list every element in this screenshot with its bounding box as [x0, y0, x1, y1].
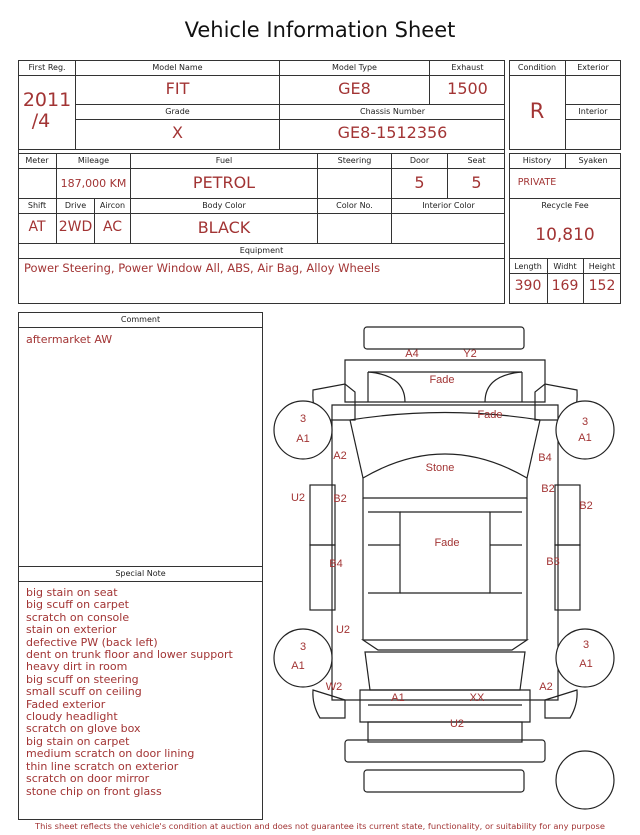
body-color-label: Body Color: [202, 201, 246, 210]
height-label: Height: [588, 262, 616, 271]
exhaust-label: Exhaust: [451, 63, 484, 72]
list-item: defective PW (back left): [26, 635, 158, 649]
dmg-b3-right: B3: [546, 556, 560, 568]
meter-label: Meter: [25, 156, 49, 165]
list-item: big stain on seat: [26, 586, 118, 599]
list-item: thin line scratch on exterior: [26, 759, 179, 773]
steering-label: Steering: [337, 156, 372, 165]
length-value: 390: [514, 278, 542, 294]
dmg-u2-left-low: U2: [335, 624, 351, 636]
drive-label: Drive: [64, 201, 87, 210]
recycle-fee-label: Recycle Fee: [541, 201, 589, 210]
dmg-stone: Stone: [425, 462, 455, 474]
history-label: History: [522, 156, 552, 165]
page-title: Vehicle Information Sheet: [184, 18, 456, 42]
list-item: big scuff on carpet: [26, 598, 129, 612]
spare-tire: [556, 751, 614, 809]
footer-disclaimer: This sheet reflects the vehicle's condition at auction and does not guarantee its current state, functionality, or suitability for any purpose: [35, 821, 605, 831]
dmg-xx: XX: [469, 692, 485, 704]
recycle-fee-value: 10,810: [535, 225, 595, 245]
shift-label: Shift: [27, 201, 47, 210]
first-reg-year: 2011: [22, 89, 72, 111]
color-no-label: Color No.: [336, 201, 373, 210]
dmg-b2-right-outer: B2: [579, 500, 593, 512]
grade-label: Grade: [165, 107, 190, 116]
dmg-wheel-rl-code: A1: [291, 660, 305, 672]
dmg-a1-rear: A1: [391, 692, 405, 704]
first-reg-month: /4: [31, 110, 51, 132]
list-item: stone chip on front glass: [26, 784, 162, 798]
seat-label: Seat: [467, 156, 486, 165]
wheel-front-right: [556, 401, 614, 459]
condition-grade: R: [529, 99, 545, 123]
wheel-front-left: [274, 401, 332, 459]
model-name-value: FIT: [165, 79, 190, 98]
list-item: scratch on glove box: [26, 722, 141, 736]
special-note-list: [26, 587, 261, 798]
list-item: stain on exterior: [26, 623, 117, 637]
list-item: medium scratch on door lining: [26, 747, 195, 761]
aircon-label: Aircon: [99, 201, 126, 210]
condition-label: Condition: [517, 63, 557, 72]
dmg-fade-roof: Fade: [434, 537, 460, 549]
dmg-wheel-fl-num: 3: [299, 413, 307, 425]
dmg-u2-left: U2: [290, 492, 306, 504]
chassis-value: GE8-1512356: [337, 123, 448, 142]
dmg-b2-right: B2: [541, 483, 555, 495]
grade-value: X: [172, 123, 183, 142]
syaken-label: Syaken: [578, 156, 608, 165]
list-item: scratch on console: [26, 610, 130, 624]
dmg-a2-left: A2: [333, 450, 347, 462]
width-label: Widht: [553, 262, 577, 271]
list-item: Faded exterior: [26, 697, 106, 711]
exhaust-value: 1500: [447, 79, 488, 98]
comment-text: aftermarket AW: [26, 333, 113, 346]
chassis-label: Chassis Number: [360, 107, 425, 116]
door-label: Door: [409, 156, 430, 165]
model-type-value: GE8: [338, 79, 371, 98]
dmg-wheel-rr-num: 3: [582, 639, 590, 651]
dmg-a2-right: A2: [539, 681, 553, 693]
interior-color-label: Interior Color: [422, 201, 475, 210]
list-item: heavy dirt in room: [26, 660, 128, 674]
comment-label: Comment: [120, 315, 161, 324]
model-type-label: Model Type: [332, 63, 377, 72]
mileage-label: Mileage: [77, 156, 110, 165]
height-value: 152: [588, 278, 616, 294]
dmg-u2-rear: U2: [449, 718, 465, 730]
dmg-wheel-fl-code: A1: [296, 433, 310, 445]
dmg-a4: A4: [405, 348, 419, 360]
fuel-value: PETROL: [192, 173, 256, 192]
mileage-value: 187,000 KM: [60, 177, 127, 190]
list-item: small scuff on ceiling: [26, 685, 142, 699]
first-reg-label: First Reg.: [28, 63, 66, 72]
history-value: PRIVATE: [517, 177, 557, 188]
car-damage-diagram: [270, 318, 620, 818]
list-item: big stain on carpet: [26, 734, 130, 748]
list-item: cloudy headlight: [26, 710, 118, 724]
equipment-value: Power Steering, Power Window All, ABS, Air Bag, Alloy Wheels: [24, 261, 381, 275]
wheel-rear-left: [274, 629, 332, 687]
door-value: 5: [414, 173, 425, 192]
dmg-b2-left: B2: [333, 493, 347, 505]
list-item: big scuff on steering: [26, 672, 139, 686]
list-item: dent on trunk floor and lower support: [26, 648, 233, 662]
dmg-wheel-fr-num: 3: [581, 416, 589, 428]
body-color-value: BLACK: [197, 218, 251, 237]
dmg-y2: Y2: [463, 348, 477, 360]
list-item: scratch on door mirror: [26, 772, 150, 786]
length-label: Length: [514, 262, 542, 271]
model-name-label: Model Name: [152, 63, 203, 72]
dmg-fade-top: Fade: [429, 374, 455, 386]
fuel-label: Fuel: [215, 156, 233, 165]
exterior-label: Exterior: [577, 63, 609, 72]
seat-value: 5: [471, 173, 482, 192]
dmg-fade-hood: Fade: [477, 409, 503, 421]
dmg-wheel-rr-code: A1: [579, 658, 593, 670]
width-value: 169: [551, 278, 579, 294]
drive-value: 2WD: [58, 219, 93, 235]
car-outline: [310, 327, 580, 792]
dmg-b4-right-top: B4: [538, 452, 552, 464]
shift-value: AT: [28, 219, 46, 235]
dmg-w2: W2: [325, 681, 343, 693]
aircon-value: AC: [102, 219, 123, 235]
dmg-wheel-fr-code: A1: [578, 432, 592, 444]
interior-label: Interior: [578, 107, 608, 116]
equipment-label: Equipment: [239, 246, 284, 255]
dmg-b4-left: B4: [329, 558, 343, 570]
dmg-wheel-rl-num: 3: [299, 641, 307, 653]
special-note-label: Special Note: [115, 569, 166, 578]
